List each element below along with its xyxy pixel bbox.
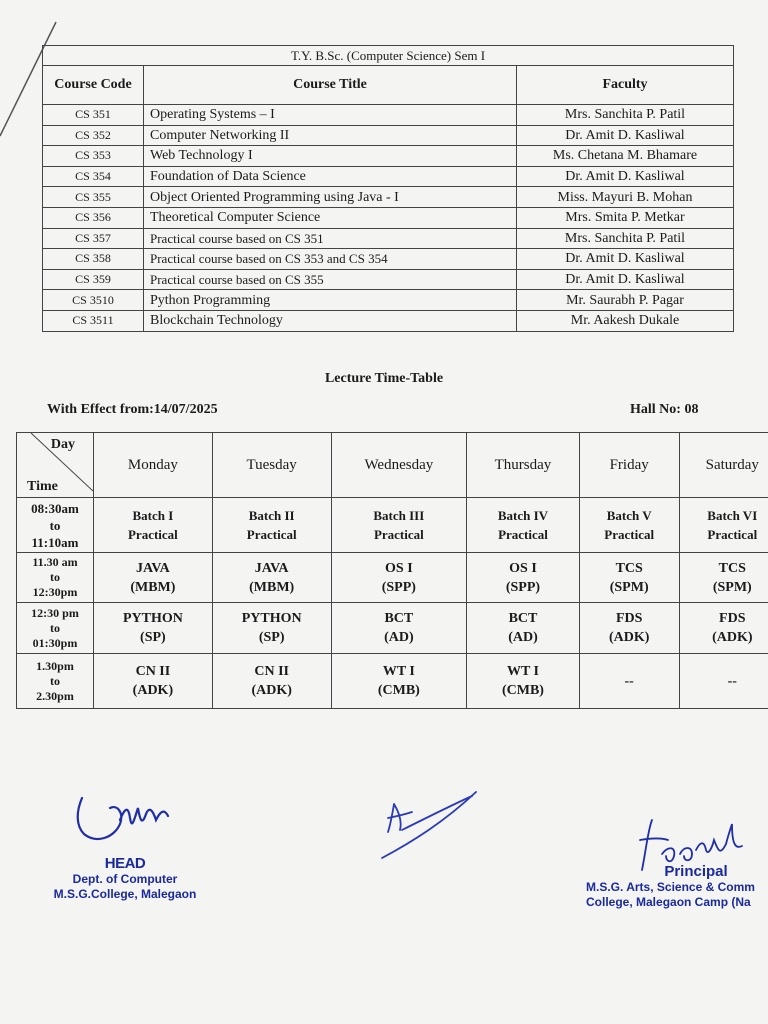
lecture-cell-line: (ADK)	[712, 630, 753, 645]
lecture-cell-line: (SPM)	[609, 579, 649, 595]
lecture-cell-line: JAVA	[136, 560, 170, 576]
course-faculty: Miss. Mayuri B. Mohan	[517, 187, 734, 208]
lecture-cell	[331, 603, 467, 654]
time-slot-line: to	[50, 620, 60, 635]
course-table-title: T.Y. B.Sc. (Computer Science) Sem I	[43, 46, 734, 66]
course-row	[43, 310, 734, 331]
lecture-cell-line: (SPM)	[712, 579, 752, 595]
course-code: CS 359	[43, 269, 144, 290]
middle-signature	[372, 786, 482, 866]
timetable-heading: Lecture Time-Table	[324, 371, 444, 386]
time-slot	[17, 654, 94, 709]
lecture-cell-line: Batch VI	[707, 508, 758, 523]
lecture-cell-line: (ADK)	[132, 683, 174, 698]
day-header: Monday	[94, 433, 213, 498]
lecture-cell	[579, 498, 679, 553]
lecture-cell	[331, 654, 467, 709]
course-row	[43, 187, 734, 208]
lecture-cell-line: --	[624, 673, 634, 689]
lecture-cell-line: PYTHON	[241, 611, 302, 626]
timetable-row	[17, 654, 768, 709]
timetable-row	[17, 603, 768, 654]
lecture-cell-line: (SPP)	[505, 579, 541, 595]
lecture-cell-line: BCT	[508, 611, 538, 626]
timetable-row	[17, 553, 768, 603]
course-title: Practical course based on CS 351	[144, 228, 517, 249]
lecture-cell-line: --	[727, 673, 737, 689]
day-header: Tuesday	[212, 433, 331, 498]
lecture-cell-line: Batch III	[373, 508, 425, 523]
course-code: CS 356	[43, 207, 144, 228]
day-header: Friday	[579, 433, 679, 498]
time-slot	[17, 603, 94, 654]
course-rows	[43, 105, 734, 332]
principal-college-line-2: College, Malegaon Camp (Na	[586, 895, 751, 909]
course-code: CS 352	[43, 125, 144, 146]
lecture-cell-line: TCS	[615, 560, 643, 576]
time-slot-line: 11:10am	[31, 534, 79, 550]
course-title: Practical course based on CS 353 and CS 354	[144, 249, 517, 270]
lecture-cell	[94, 553, 213, 603]
lecture-cell	[94, 654, 213, 709]
lecture-cell	[467, 603, 580, 654]
time-slot	[17, 498, 94, 553]
lecture-cell-line: CN II	[135, 664, 171, 679]
principal-college-line-1: M.S.G. Arts, Science & Comm	[586, 880, 755, 894]
lecture-cell-line: (CMB)	[501, 683, 544, 698]
course-faculty: Mrs. Sanchita P. Patil	[517, 105, 734, 126]
lecture-cell-line: (AD)	[384, 630, 414, 645]
time-slot-line: 11.30 am	[32, 555, 78, 569]
effective-date: With Effect from:14/07/2025	[47, 402, 218, 417]
course-title: Object Oriented Programming using Java - I	[144, 187, 517, 208]
lecture-cell-line: (SP)	[140, 630, 166, 645]
lecture-cell-line: Practical	[373, 527, 424, 542]
lecture-cell-line: FDS	[615, 611, 643, 626]
lecture-cell-line: (SP)	[258, 630, 285, 645]
lecture-cell	[212, 553, 331, 603]
lecture-cell	[94, 603, 213, 654]
lecture-cell-line: TCS	[718, 560, 746, 576]
course-row	[43, 290, 734, 311]
head-title: HEAD	[104, 855, 146, 872]
lecture-cell-line: (MBM)	[249, 579, 295, 595]
course-faculty: Dr. Amit D. Kasliwal	[517, 269, 734, 290]
lecture-cell	[331, 553, 467, 603]
lecture-cell	[579, 654, 679, 709]
lecture-cell-line: (SPP)	[381, 579, 416, 595]
lecture-cell-line: (ADK)	[251, 683, 292, 698]
lecture-cell	[331, 498, 467, 553]
day-header: Wednesday	[331, 433, 467, 498]
lecture-timetable	[16, 432, 768, 709]
lecture-cell-line: Batch II	[248, 508, 295, 523]
course-code: CS 355	[43, 187, 144, 208]
course-title: Foundation of Data Science	[144, 166, 517, 187]
course-faculty: Mr. Saurabh P. Pagar	[517, 290, 734, 311]
lecture-cell-line: OS I	[509, 560, 537, 576]
head-dept-line: Dept. of Computer	[72, 872, 178, 886]
time-slot-line: 12:30 pm	[31, 605, 79, 620]
head-signature	[70, 790, 190, 852]
lecture-cell-line: OS I	[385, 560, 413, 576]
course-title: Practical course based on CS 355	[144, 269, 517, 290]
lecture-cell-line: JAVA	[254, 560, 289, 576]
course-row	[43, 125, 734, 146]
time-slot-line: to	[50, 570, 60, 584]
course-title: Computer Networking II	[144, 125, 517, 146]
lecture-cell	[579, 553, 679, 603]
course-code: CS 358	[43, 249, 144, 270]
lecture-cell	[212, 654, 331, 709]
lecture-cell	[679, 498, 768, 553]
corner-day-label: Day	[50, 437, 75, 452]
lecture-cell-line: Batch V	[606, 508, 652, 523]
lecture-cell	[467, 654, 580, 709]
lecture-cell	[679, 553, 768, 603]
head-college-line: M.S.G.College, Malegaon	[53, 887, 197, 901]
course-code: CS 3511	[43, 310, 144, 331]
time-slot-line: 08:30am	[31, 500, 79, 516]
lecture-cell-line: WT I	[382, 664, 415, 679]
lecture-cell-line: FDS	[719, 611, 746, 626]
course-code: CS 351	[43, 105, 144, 126]
day-header: Saturday	[679, 433, 768, 498]
hall-number: Hall No: 08	[630, 402, 699, 417]
lecture-cell-line: Batch I	[132, 508, 174, 523]
lecture-cell	[679, 654, 768, 709]
lecture-cell-line: (ADK)	[608, 630, 650, 645]
lecture-cell-line: WT I	[506, 664, 539, 679]
head-stamp	[30, 855, 220, 902]
lecture-cell-line: Practical	[604, 527, 655, 542]
course-faculty: Mr. Aakesh Dukale	[517, 310, 734, 331]
lecture-cell	[212, 603, 331, 654]
course-title: Web Technology I	[144, 146, 517, 167]
course-row	[43, 249, 734, 270]
course-code: CS 357	[43, 228, 144, 249]
time-slot-line: 12:30pm	[32, 585, 78, 599]
course-row	[43, 207, 734, 228]
course-title: Operating Systems – I	[144, 105, 517, 126]
lecture-cell-line: Practical	[707, 527, 758, 542]
header-course-title: Course Title	[144, 66, 517, 105]
lecture-cell-line: Practical	[246, 527, 297, 542]
lecture-cell-line: (AD)	[508, 630, 538, 645]
course-title: Theoretical Computer Science	[144, 207, 517, 228]
course-faculty: Mrs. Smita P. Metkar	[517, 207, 734, 228]
course-row	[43, 146, 734, 167]
lecture-cell	[679, 603, 768, 654]
lecture-cell	[212, 498, 331, 553]
time-slot	[17, 553, 94, 603]
time-slot-line: to	[50, 673, 60, 688]
course-title: Python Programming	[144, 290, 517, 311]
lecture-cell-line: Batch IV	[497, 508, 549, 523]
principal-stamp	[586, 863, 768, 910]
course-row	[43, 269, 734, 290]
course-faculty: Ms. Chetana M. Bhamare	[517, 146, 734, 167]
timetable-rows	[17, 498, 768, 709]
time-slot-line: 1.30pm	[36, 658, 74, 673]
course-code: CS 353	[43, 146, 144, 167]
time-slot-line: 2.30pm	[36, 688, 74, 703]
course-title: Blockchain Technology	[144, 310, 517, 331]
time-slot-line: 01:30pm	[32, 635, 78, 650]
lecture-cell-line: (MBM)	[130, 579, 176, 595]
course-row	[43, 228, 734, 249]
course-faculty: Dr. Amit D. Kasliwal	[517, 125, 734, 146]
course-faculty: Dr. Amit D. Kasliwal	[517, 166, 734, 187]
header-course-code: Course Code	[43, 66, 144, 105]
lecture-cell-line: PYTHON	[122, 611, 183, 626]
day-header-row	[17, 433, 768, 498]
day-time-corner	[17, 433, 94, 498]
lecture-cell	[94, 498, 213, 553]
time-slot-line: to	[49, 517, 61, 533]
course-table	[42, 45, 734, 332]
course-faculty: Dr. Amit D. Kasliwal	[517, 249, 734, 270]
lecture-cell-line: (CMB)	[377, 683, 420, 698]
corner-time-label: Time	[27, 479, 58, 494]
header-faculty: Faculty	[517, 66, 734, 105]
lecture-cell-line: CN II	[254, 664, 289, 679]
lecture-cell-line: Practical	[498, 527, 548, 542]
lecture-cell	[467, 498, 580, 553]
course-code: CS 3510	[43, 290, 144, 311]
lecture-cell-line: BCT	[384, 611, 414, 626]
timetable-row	[17, 498, 768, 553]
course-row	[43, 105, 734, 126]
course-faculty: Mrs. Sanchita P. Patil	[517, 228, 734, 249]
lecture-cell-line: Practical	[127, 527, 178, 542]
course-code: CS 354	[43, 166, 144, 187]
day-header: Thursday	[467, 433, 580, 498]
principal-title: Principal	[664, 863, 728, 880]
lecture-cell	[579, 603, 679, 654]
course-row	[43, 166, 734, 187]
lecture-cell	[467, 553, 580, 603]
